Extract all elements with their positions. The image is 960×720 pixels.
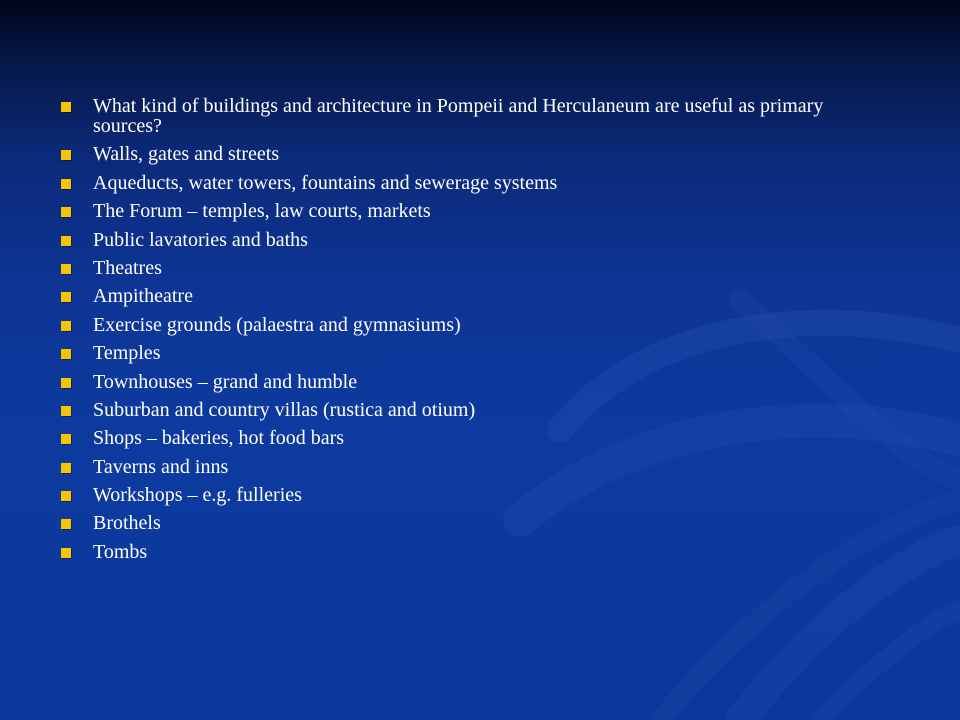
square-bullet-icon — [61, 179, 71, 189]
bullet-text: Exercise grounds (palaestra and gymnasiums) — [93, 313, 461, 336]
bullet-text: Walls, gates and streets — [93, 143, 280, 166]
square-bullet-icon — [61, 236, 71, 246]
square-bullet-icon — [61, 434, 71, 444]
bullet-item — [60, 230, 880, 250]
bullet-text: Theatres — [93, 256, 162, 279]
bullet-text: The Forum – temples, law courts, markets — [93, 200, 431, 223]
square-bullet-icon — [61, 519, 71, 529]
bullet-text: Tombs — [93, 540, 148, 563]
bullet-text: Public lavatories and baths — [93, 228, 308, 251]
bullet-item — [60, 485, 880, 505]
bullet-item — [60, 400, 880, 420]
bullet-text: Townhouses – grand and humble — [93, 370, 358, 393]
bullet-item — [60, 173, 880, 193]
bullet-text: Temples — [93, 342, 161, 365]
square-bullet-icon — [61, 406, 71, 416]
square-bullet-icon — [61, 491, 71, 501]
bullet-text: Aqueducts, water towers, fountains and sewerage systems — [93, 171, 558, 194]
bullet-item — [60, 315, 880, 335]
square-bullet-icon — [61, 378, 71, 388]
bullet-text: Shops – bakeries, hot food bars — [93, 427, 345, 450]
bullet-item — [60, 144, 880, 164]
bullet-text: What kind of buildings and architecture in Pompeii and Herculaneum are useful as primary sources? — [93, 95, 824, 137]
bullet-text: Brothels — [93, 512, 161, 535]
bullet-item — [60, 428, 880, 448]
square-bullet-icon — [61, 264, 71, 274]
square-bullet-icon — [61, 463, 71, 473]
square-bullet-icon — [61, 292, 71, 302]
bullet-item — [60, 372, 880, 392]
bullet-item — [60, 258, 880, 278]
bullet-text: Ampitheatre — [93, 285, 193, 308]
bullet-item — [60, 96, 880, 136]
square-bullet-icon — [61, 548, 71, 558]
bullet-item — [60, 343, 880, 363]
square-bullet-icon — [61, 207, 71, 217]
bullet-item — [60, 542, 880, 562]
bullet-item — [60, 201, 880, 221]
square-bullet-icon — [61, 349, 71, 359]
square-bullet-icon — [61, 102, 71, 112]
bullet-item — [60, 513, 880, 533]
square-bullet-icon — [61, 321, 71, 331]
bullet-list — [60, 96, 880, 570]
bullet-text: Workshops – e.g. fulleries — [93, 484, 302, 507]
bullet-item — [60, 457, 880, 477]
bullet-item — [60, 286, 880, 306]
square-bullet-icon — [61, 150, 71, 160]
bullet-text: Suburban and country villas (rustica and otium) — [93, 398, 476, 421]
bullet-text: Taverns and inns — [93, 455, 229, 478]
